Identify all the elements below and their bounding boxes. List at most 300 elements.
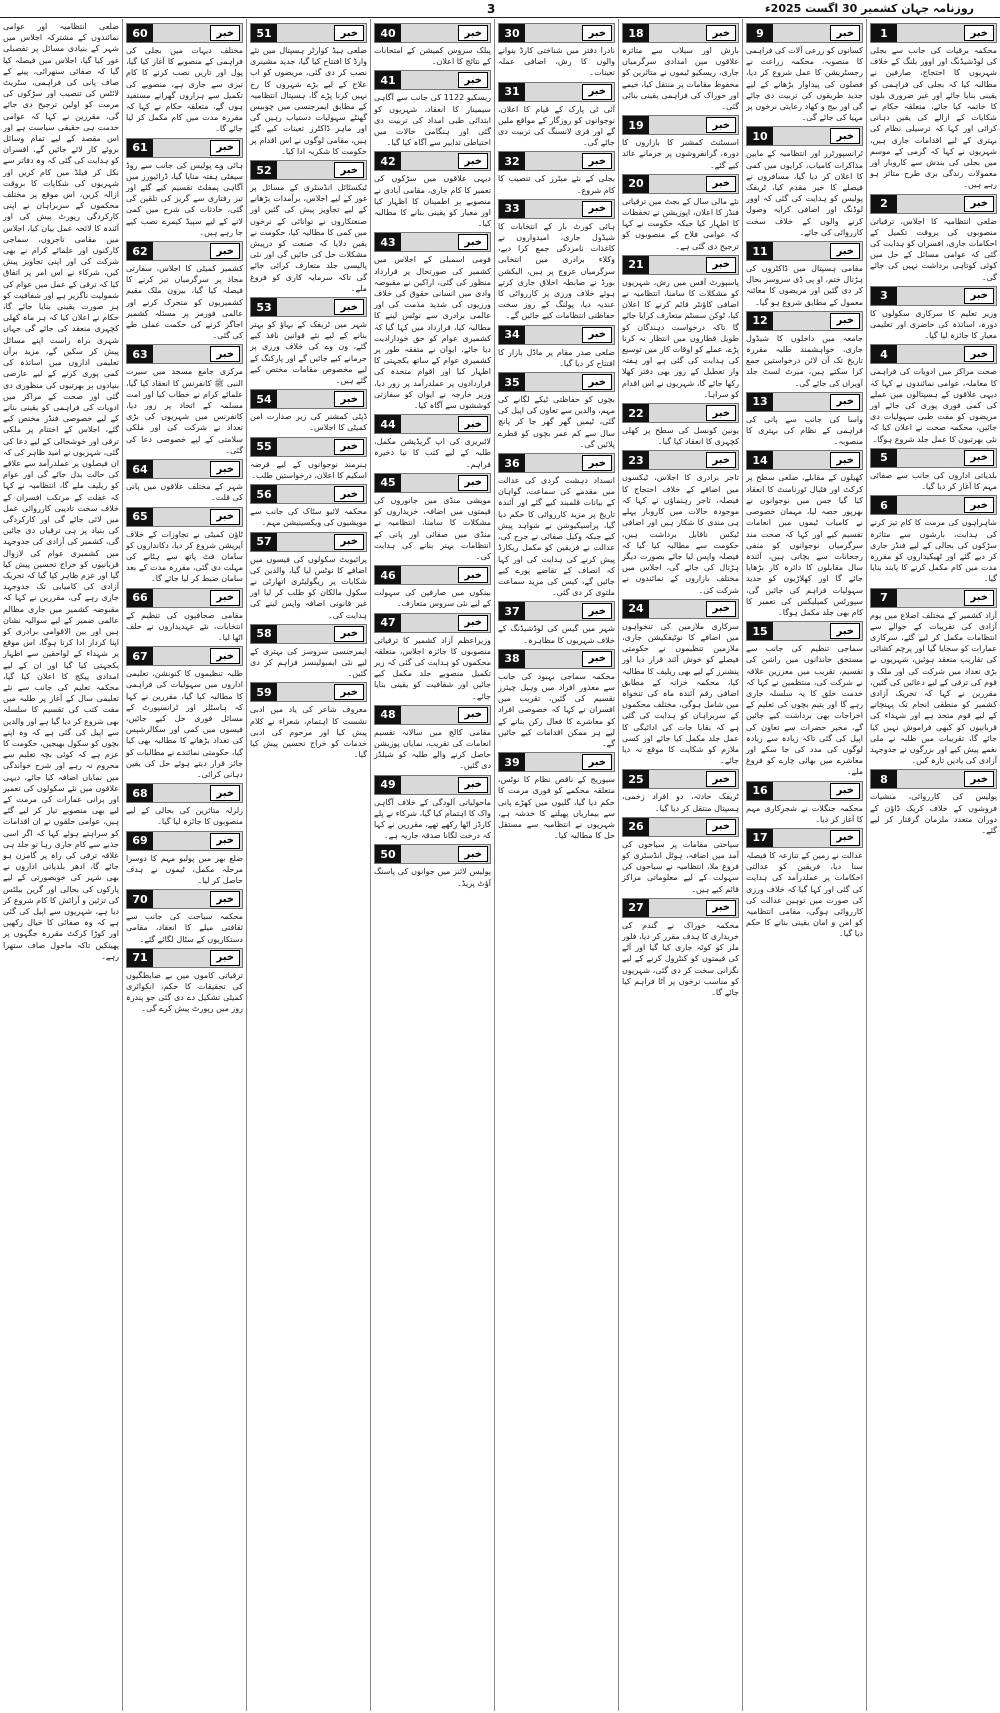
news-item-header [622, 23, 739, 43]
news-item-header [250, 437, 367, 457]
news-text: محکمہ سماجی بہبود کی جانب سے معذور افراد میں وہیل چیئرز تقسیم کی گئیں، تقریب میں افسران نے کہا کہ خصوصی افراد کو معاشرے کا فعال رکن بنانے کے لیے ہر ممکن اقدامات کیے جائیں گے۔ [498, 671, 615, 748]
news-item [374, 565, 491, 609]
news-label: خبر [706, 819, 736, 835]
news-number: 9 [747, 24, 773, 42]
news-item-header [374, 23, 491, 43]
news-item-header [374, 613, 491, 633]
news-number: 67 [127, 647, 153, 665]
news-text: قومی اسمبلی کے اجلاس میں کشمیر کی صورتحال پر قرارداد منظور کی گئی، اراکین نے مقبوضہ وادی میں انسانی حقوق کی خلاف ورزیوں کی شدید مذمت کی اور عالمی برادری سے نوٹس لینے کا مطالبہ کیا، قرارداد میں کہا گیا کہ کشمیری عوام کو حق خودارادیت دیا جائے، ایوان نے متفقہ طور پر کشمیری عوام کے ساتھ یکجہتی کا اظہار کیا اور اقوام متحدہ کی قراردادوں پر عملدرآمد پر زور دیا، وزیر خارجہ نے ایوان کو سفارتی کوششوں سے آگاہ کیا۔ [374, 255, 491, 411]
news-item [126, 138, 243, 238]
news-item-header [250, 23, 367, 43]
news-number: 49 [375, 776, 401, 794]
news-item [250, 389, 367, 433]
news-label: خبر [582, 754, 612, 770]
news-item [746, 23, 863, 123]
news-item [374, 775, 491, 842]
news-label: خبر [458, 846, 488, 862]
news-column [0, 19, 122, 1711]
news-number: 6 [871, 496, 897, 514]
news-number: 19 [623, 116, 649, 134]
news-text: مختلف دیہات میں بجلی کی فراہمی کے منصوبے کا آغاز کیا گیا، پول اور تاریں نصب کرنے کا کام تیزی سے جاری ہے، منصوبے کی تکمیل سے ہزاروں گھرانے مستفید ہوں گے، متعلقہ حکام نے کہا کہ مقررہ مدت میں کام مکمل کر لیا جائے گا۔ [126, 46, 243, 134]
news-item [3, 21, 119, 962]
news-text: طلبہ تنظیموں کا کنونشن، تعلیمی اداروں میں سہولیات کی فراہمی کا مطالبہ کیا گیا، مقررین نے کہا کہ ہاسٹلز اور ٹرانسپورٹ کے مسائل فوری حل کیے جائیں، فیسوں میں کمی اور سکالرشپس کی تعداد بڑھانے کا مطالبہ بھی کیا گیا، حکومتی نمائندے نے مطالبات کو جائز قرار دیتے ہوئے حل کی یقین دہانی کرائی۔ [126, 669, 243, 779]
news-item-header [622, 450, 739, 470]
news-item-header [622, 255, 739, 275]
news-item [126, 783, 243, 827]
news-item [374, 232, 491, 411]
news-item-header [498, 372, 615, 392]
news-item-header [870, 588, 997, 608]
news-label: خبر [334, 299, 364, 315]
news-item [374, 613, 491, 702]
news-label: خبر [458, 416, 488, 432]
news-item-header [746, 450, 863, 470]
news-number: 17 [747, 829, 773, 847]
news-label: خبر [334, 534, 364, 550]
news-label: خبر [210, 833, 240, 849]
news-text: مرکزی جامع مسجد میں سیرت النبی ﷺ کانفرنس کا انعقاد کیا گیا، علمائے کرام نے خطاب کیا اور امت مسلمہ کے اتحاد پر زور دیا، کانفرنس میں شہریوں کی بڑی تعداد نے شرکت کی اور ملکی سلامتی کے لیے خصوصی دعا کی گئی۔ [126, 367, 243, 455]
news-item-header [746, 126, 863, 146]
news-text: بچوں کو حفاظتی ٹیکے لگانے کی مہم، والدین سے تعاون کی اپیل کی گئی، ٹیمیں گھر گھر جا کر پانچ سال سے کم عمر بچوں کو قطرے پلائیں گی۔ [498, 395, 615, 449]
news-text: صحت مراکز میں ادویات کی فراہمی کا معاملہ، عوامی نمائندوں نے کہا کہ دیہی علاقوں کے ہسپتالوں میں عملے کی کمی فوری پوری کی جائے اور مریضوں کو مفت طبی سہولیات دی جائیں، محکمہ صحت نے اعلان کیا کہ نئی بھرتیوں کا عمل جلد شروع ہوگا۔ [870, 367, 997, 444]
page-number: 3 [487, 2, 496, 16]
news-number: 45 [375, 474, 401, 492]
news-item-header [374, 705, 491, 725]
news-number: 39 [499, 753, 525, 771]
news-item-header [498, 151, 615, 171]
news-item [746, 126, 863, 238]
news-number: 56 [251, 485, 277, 503]
news-label: خبر [334, 486, 364, 502]
news-item-header [126, 948, 243, 968]
news-item-header [746, 621, 863, 641]
news-item-header [126, 344, 243, 364]
news-item-header [126, 646, 243, 666]
news-number: 21 [623, 256, 649, 274]
news-number: 26 [623, 818, 649, 836]
news-label: خبر [334, 626, 364, 642]
news-label: خبر [582, 327, 612, 343]
news-item [250, 23, 367, 157]
news-number: 34 [499, 326, 525, 344]
news-number: 25 [623, 770, 649, 788]
news-label: خبر [210, 950, 240, 966]
news-text: شاہراہوں کی مرمت کا کام تیز کرنے کی ہدایت، بارشوں سے متاثرہ سڑکوں کی بحالی کے لیے فنڈز جاری کر دیے گئے اور ٹھیکیداروں کو مقررہ مدت میں کام مکمل کرنے کا پابند بنایا گیا۔ [870, 518, 997, 584]
news-label: خبر [706, 601, 736, 617]
news-item [746, 392, 863, 448]
news-item-header [870, 23, 997, 43]
news-number: 27 [623, 899, 649, 917]
news-number: 16 [747, 782, 773, 800]
news-item-header [746, 781, 863, 801]
news-label: خبر [830, 313, 860, 329]
news-text: مقامی ہسپتال میں ڈاکٹروں کی ہڑتال ختم، او پی ڈی سروسز بحال کر دی گئیں اور مریضوں کا معائنہ معمول کے مطابق شروع ہو گیا۔ [746, 264, 863, 307]
news-label: خبر [706, 771, 736, 787]
news-item-header [126, 459, 243, 479]
news-number: 53 [251, 298, 277, 316]
news-item [622, 898, 739, 998]
news-item [126, 889, 243, 945]
news-label: خبر [706, 405, 736, 421]
news-text: اسسٹنٹ کمشنر کا بازاروں کا دورہ، گرانفروشوں پر جرمانے عائد کیے گئے۔ [622, 138, 739, 170]
news-label: خبر [582, 84, 612, 100]
news-item [498, 199, 615, 322]
news-text: ضلعی ہیڈ کوارٹر ہسپتال میں نئے وارڈ کا افتتاح کیا گیا، جدید مشینری نصب کر دی گئی، مریضوں کو اب علاج کے لیے بڑے شہروں کا رخ نہیں کرنا پڑے گا، ہسپتال انتظامیہ کے مطابق ایمرجنسی میں چوبیس گھنٹے سہولیات دستیاب رہیں گی اور ماہر ڈاکٹرز تعینات کیے گئے ہیں، مقامی لوگوں نے اس اقدام پر حکومت کا شکریہ ادا کیا۔ [250, 46, 367, 156]
news-number: 43 [375, 233, 401, 251]
news-label: خبر [706, 117, 736, 133]
news-text: سماجی تنظیم کی جانب سے مستحق خاندانوں میں راشن کی تقسیم، تقریب میں معززین علاقہ نے شرکت کی، منتظمین نے کہا کہ خدمت خلق کا یہ سلسلہ جاری رہے گا اور یتیم بچوں کی تعلیم کے اخراجات بھی برداشت کیے جائیں گے، مخیر حضرات سے تعاون کی اپیل کی گئی تاکہ زیادہ سے زیادہ لوگوں کی مدد کی جا سکے اور معاشرے میں بھائی چارے کو فروغ ملے۔ [746, 644, 863, 777]
news-item [498, 601, 615, 645]
news-item-header [498, 649, 615, 669]
news-text: وزیر تعلیم کا سرکاری سکولوں کا دورہ، اساتذہ کی حاضری اور تعلیمی معیار کا جائزہ لیا گیا۔ [870, 308, 997, 341]
news-number: 10 [747, 127, 773, 145]
news-number: 59 [251, 683, 277, 701]
news-text: یونین کونسل کی سطح پر کھلی کچہری کا انعقاد کیا گیا۔ [622, 426, 739, 447]
news-item-header [126, 889, 243, 909]
news-item [498, 649, 615, 749]
news-item-header [250, 682, 367, 702]
news-item [622, 403, 739, 447]
news-text: بینکوں میں صارفین کی سہولت کے لیے نئی سروس متعارف۔ [374, 588, 491, 609]
news-label: خبر [964, 497, 994, 513]
news-item [498, 325, 615, 369]
news-item [126, 344, 243, 456]
news-text: بجلی کے نئے میٹرز کی تنصیب کا کام شروع۔ [498, 174, 615, 195]
news-item [374, 844, 491, 888]
news-item [250, 682, 367, 760]
news-number: 62 [127, 242, 153, 260]
news-item-header [746, 23, 863, 43]
news-text: وزیراعظم آزاد کشمیر کا ترقیاتی منصوبوں کا جائزہ اجلاس، متعلقہ محکموں کو ہدایت کی گئی کہ زیر تکمیل منصوبے جلد مکمل کیے جائیں اور شفافیت کو یقینی بنایا جائے۔ [374, 635, 491, 701]
news-item [250, 624, 367, 680]
news-number: 30 [499, 24, 525, 42]
news-label: خبر [210, 648, 240, 664]
news-label: خبر [830, 783, 860, 799]
news-item [870, 23, 997, 191]
news-item [870, 495, 997, 584]
news-label: خبر [458, 153, 488, 169]
news-label: خبر [458, 707, 488, 723]
news-item-header [622, 769, 739, 789]
news-item-header [498, 23, 615, 43]
news-item-header [126, 138, 243, 158]
news-text: ترقیاتی کاموں میں بے ضابطگیوں کی تحقیقات کا حکم، انکوائری کمیٹی تشکیل دے دی گئی جو پندرہ روز میں رپورٹ پیش کرے گی۔ [126, 970, 243, 1014]
news-item [870, 588, 997, 767]
news-item-header [622, 174, 739, 194]
news-label: خبر [964, 288, 994, 304]
news-item [498, 372, 615, 450]
news-number: 60 [127, 24, 153, 42]
news-number: 47 [375, 614, 401, 632]
news-item [126, 948, 243, 1015]
news-label: خبر [334, 25, 364, 41]
news-item [250, 532, 367, 621]
news-item [250, 437, 367, 481]
news-number: 48 [375, 706, 401, 724]
news-item [746, 311, 863, 389]
news-item [622, 450, 739, 595]
news-item-header [126, 241, 243, 261]
news-text: نادرا دفتر میں شناختی کارڈ بنوانے والوں کا رش، اضافی عملہ تعینات۔ [498, 46, 615, 78]
news-text: ضلعی صدر مقام پر ماڈل بازار کا افتتاح کر دیا گیا۔ [498, 347, 615, 368]
news-item [746, 781, 863, 825]
news-number: 24 [623, 600, 649, 618]
news-item-header [498, 453, 615, 473]
news-item [498, 151, 615, 195]
news-label: خبر [582, 153, 612, 169]
news-item [250, 160, 367, 294]
news-number: 15 [747, 622, 773, 640]
news-label: خبر [582, 374, 612, 390]
news-text: کشمیر کمیٹی کا اجلاس، سفارتی محاذ پر سرگرمیاں تیز کرنے کا فیصلہ کیا گیا، بیرون ملک مقیم کشمیریوں کو متحرک کرنے اور عالمی فورمز پر مسئلہ کشمیر اجاگر کرنے کی حکمت عملی طے کی گئی۔ [126, 264, 243, 341]
news-item-header [250, 532, 367, 552]
news-number: 71 [127, 949, 153, 967]
news-label: خبر [706, 452, 736, 468]
news-text: ڈپٹی کمشنر کی زیر صدارت امن کمیٹی کا اجلاس۔ [250, 412, 367, 433]
news-item-header [498, 82, 615, 102]
news-text: بلدیاتی اداروں کی جانب سے صفائی مہم کا آغاز کر دیا گیا۔ [870, 470, 997, 492]
news-item [250, 484, 367, 528]
news-label: خبر [334, 162, 364, 178]
news-item [622, 817, 739, 895]
news-label: خبر [964, 450, 994, 466]
news-item-header [870, 495, 997, 515]
news-number: 61 [127, 139, 153, 157]
news-label: خبر [582, 455, 612, 471]
news-label: خبر [582, 651, 612, 667]
news-item [374, 70, 491, 148]
issue-date: 30 اگست 2025ء [765, 2, 858, 15]
news-number: 58 [251, 625, 277, 643]
news-item [126, 646, 243, 780]
news-label: خبر [210, 509, 240, 525]
news-column [370, 19, 494, 1711]
news-text: کھیلوں کے مقابلے، ضلعی سطح پر کرکٹ اور فٹبال ٹورنامنٹ کا انعقاد کیا گیا جس میں نوجوانوں نے بھرپور حصہ لیا، مہمان خصوصی نے کامیاب ٹیموں میں انعامات تقسیم کیے اور کہا کہ صحت مند سرگرمیاں نوجوانوں کو منفی رجحانات سے بچاتی ہیں، آئندہ سال مقابلوں کا دائرہ کار بڑھایا جائے گا اور کھلاڑیوں کو جدید سہولیات فراہم کی جائیں گی، سپورٹس کمپلیکس کی تعمیر کا کام بھی جلد مکمل ہوگا۔ [746, 473, 863, 617]
news-label: خبر [210, 590, 240, 606]
news-number: 1 [871, 24, 897, 42]
news-label: خبر [706, 176, 736, 192]
news-text: ٹیکسٹائل انڈسٹری کے مسائل پر غور کے لیے اجلاس، برآمدات بڑھانے کے لیے تجاویز پیش کی گئیں اور صنعتکاروں نے توانائی کے نرخوں میں کمی کا مطالبہ کیا، حکومت نے یقین دلایا کہ صنعت کو درپیش مشکلات حل کی جائیں گی اور نئی پالیسی جلد متعارف کرائی جائے گی تاکہ سرمایہ کاری کو فروغ ملے۔ [250, 183, 367, 293]
news-text: محکمہ برقیات کی جانب سے بجلی کی لوڈشیڈنگ اور اوور بلنگ کے خلاف شہریوں کا احتجاج، صارفین نے مطالبہ کیا کہ بجلی کی فراہمی کو یقینی بنایا جائے اور غیر ضروری بلوں کا خاتمہ کیا جائے، متعلقہ حکام نے شکایات کے ازالے کی یقین دہانی کرائی اور کہا کہ ترسیلی نظام کی بہتری کے لیے اقدامات جاری ہیں، شہریوں نے کہا کہ گرمی کے موسم میں بجلی کی بندش سے کاروبار اور معمولات زندگی بری طرح متاثر ہو رہے ہیں۔ [870, 46, 997, 190]
news-number: 63 [127, 345, 153, 363]
news-text: آئی ٹی پارک کے قیام کا اعلان، نوجوانوں کو روزگار کے مواقع ملیں گے اور فری لانسنگ کی تربیت دی جائے گی۔ [498, 104, 615, 148]
news-number: 33 [499, 200, 525, 218]
news-label: خبر [830, 830, 860, 846]
news-number: 2 [871, 195, 897, 213]
news-text: نئے مالی سال کے بجٹ میں ترقیاتی فنڈز کا اعلان، اپوزیشن نے تحفظات کا اظہار کیا جبکہ حکومت نے کہا کہ عوامی فلاح کے منصوبوں کو ترجیح دی گئی ہے۔ [622, 196, 739, 251]
news-item-header [126, 588, 243, 608]
news-number: 57 [251, 533, 277, 551]
news-number: 50 [375, 845, 401, 863]
news-number: 69 [127, 832, 153, 850]
news-item [622, 23, 739, 112]
news-text: سیاحتی مقامات پر سیاحوں کی آمد میں اضافہ، ہوٹل انڈسٹری کو فروغ ملا، انتظامیہ نے سیاحوں کی سہولت کے لیے معلوماتی مراکز قائم کیے ہیں۔ [622, 839, 739, 894]
news-item [870, 769, 997, 836]
news-item [126, 459, 243, 503]
news-text: محکمہ خوراک نے گندم کی خریداری کا ہدف مقرر کر دیا، فلور ملز کو کوٹہ جاری کیا گیا اور آٹے کی قیمتوں کو کنٹرول کرنے کے لیے نگرانی سخت کر دی گئی، شہریوں کو مناسب نرخوں پر آٹا فراہم کیا جائے گا۔ [622, 920, 739, 997]
news-number: 35 [499, 373, 525, 391]
news-text: ٹریفک حادثہ، دو افراد زخمی، ہسپتال منتقل کر دیا گیا۔ [622, 792, 739, 813]
news-item-header [374, 414, 491, 434]
news-number: 65 [127, 508, 153, 526]
news-number: 64 [127, 460, 153, 478]
news-item-header [870, 769, 997, 789]
news-label: خبر [334, 439, 364, 455]
news-text: بارش اور سیلاب سے متاثرہ علاقوں میں امدادی سرگرمیاں جاری، ریسکیو ٹیموں نے متاثرین کو محفوظ مقامات پر منتقل کیا، خیمے اور خوراک کی فراہمی یقینی بنائی گئی۔ [622, 46, 739, 112]
news-label: خبر [458, 25, 488, 41]
news-label: خبر [830, 394, 860, 410]
news-text: محکمہ جنگلات نے شجرکاری مہم کا آغاز کر دیا۔ [746, 803, 863, 824]
news-item [250, 297, 367, 386]
news-label: خبر [830, 623, 860, 639]
news-text: ضلعی انتظامیہ اور عوامی نمائندوں کے مشترکہ اجلاس میں شہر کے بنیادی مسائل پر تفصیلی غور کیا گیا، اجلاس میں فیصلہ کیا گیا کہ صفائی ستھرائی، پینے کے صاف پانی کی فراہمی، سٹریٹ لائٹس کی تنصیب اور سڑکوں کی مرمت کو اولین ترجیح دی جائے گی، مقررین نے کہا کہ عوامی خدمت ہی حقیقی سیاست ہے اور اس مقصد کے لیے تمام وسائل بروئے کار لائے جائیں گے، افسران کو ہدایت کی گئی کہ وہ دفاتر سے نکل کر فیلڈ میں کام کریں اور شہریوں کی شکایات کا بروقت ازالہ کریں، اس موقع پر مختلف محکموں کے سربراہان نے اپنی کارکردگی رپورٹ پیش کی اور آئندہ کا لائحہ عمل بیان کیا، اجلاس میں مقامی تاجروں، سماجی کارکنوں اور علمائے کرام نے بھی شرکت کی اور اپنی تجاویز پیش کیں، شرکاء نے اس امر پر اتفاق کیا کہ ترقی کے عمل میں عوام کی شمولیت ناگزیر ہے اور شفافیت کو ہر صورت یقینی بنایا جائے گا، حکام نے اعلان کیا کہ ہر ماہ کھلی کچہری منعقد کی جائے گی جہاں شہری براہ راست اپنے مسائل پیش کر سکیں گے، مزید برآں تعلیمی اداروں میں اساتذہ کی کمی پوری کرنے کے لیے عارضی بنیادوں پر بھرتیوں کی منظوری دی گئی اور صحت کے مراکز میں ادویات کی فراہمی کو یقینی بنانے کے لیے خصوصی فنڈز مختص کیے گئے، اجلاس کے اختتام پر ملکی ترقی اور خوشحالی کے لیے دعا کی گئی، شہریوں نے امید ظاہر کی کہ ان فیصلوں پر عملدرآمد سے علاقے کی حالت بدل جائے گی اور عوام کو ریلیف ملے گا، انتظامیہ نے کہا کہ غفلت کے مرتکب افسران کے خلاف سخت تادیبی کارروائی عمل میں لائی جائے گی اور کارکردگی کی بنیاد پر ہی ترقیاں دی جائیں گی، کشمیر کی آزادی کی جدوجہد میں کشمیری عوام کی لازوال قربانیوں کو خراج تحسین پیش کیا گیا اور عزم ظاہر کیا گیا کہ تحریک آزادی کی کامیابی تک جدوجہد جاری رہے گی، مقررین نے کہا کہ مقبوضہ کشمیر میں جاری مظالم عالمی ضمیر کے لیے سوالیہ نشان ہیں اور بین الاقوامی برادری کو اپنا کردار ادا کرنا ہوگا، اس موقع پر شہداء کے لواحقین سے اظہار یکجہتی کیا گیا اور ان کے لیے امدادی پیکج کا اعلان کیا گیا، محکمہ تعلیم کی جانب سے نئے تعلیمی سال کے آغاز پر طلبہ میں مفت کتب کی تقسیم کا سلسلہ بھی شروع کر دیا گیا ہے اور والدین سے اپیل کی گئی ہے کہ وہ اپنے بچوں کو سکول بھیجیں، حکومت کا عزم ہے کہ کوئی بچہ تعلیم سے محروم نہ رہے اور شرح خواندگی میں نمایاں اضافہ کیا جائے، دیہی علاقوں میں نئے سکولوں کی تعمیر اور پرانی عمارات کی مرمت کے لیے بھی منصوبے تیار کر لیے گئے ہیں، عوامی حلقوں نے ان اقدامات کو سراہتے ہوئے کہا کہ اگر اسی جذبے سے کام جاری رہا تو جلد ہی علاقہ ترقی کی راہ پر گامزن ہو جائے گا، ادھر بلدیاتی اداروں نے بھی شہر کی خوبصورتی کے لیے پارکوں کی بحالی اور گرین بیلٹس کی تزئین و آرائش کا کام شروع کر دیا ہے، شہریوں سے اپیل کی گئی ہے کہ وہ صفائی کا خیال رکھیں اور کوڑا کرکٹ مقررہ جگہوں پر پھینکیں تاکہ ماحول صاف ستھرا رہے۔ [3, 22, 119, 961]
news-number: 44 [375, 415, 401, 433]
news-item [126, 241, 243, 341]
news-number: 54 [251, 390, 277, 408]
news-item-header [126, 23, 243, 43]
news-text: سیوریج کے ناقص نظام کا نوٹس، متعلقہ محکمے کو فوری مرمت کا حکم دیا گیا، گلیوں میں کھڑے پانی سے بیماریاں پھیلنے کا خدشہ ہے، شہریوں نے انتظامیہ سے مستقل حل کا مطالبہ کیا۔ [498, 775, 615, 841]
news-number: 11 [747, 242, 773, 260]
news-text: ٹاؤن کمیٹی نے تجاوزات کے خلاف آپریشن شروع کر دیا، دکانداروں کو سامان فٹ پاتھ سے ہٹانے کی مہلت دی گئی، مقررہ مدت کے بعد سامان ضبط کر لیا جائے گا۔ [126, 529, 243, 584]
news-item-header [250, 624, 367, 644]
news-item [374, 23, 491, 67]
news-text: ضلعی انتظامیہ کا اجلاس، ترقیاتی منصوبوں کی بروقت تکمیل کے احکامات جاری، افسران کو ہدایت کی گئی کہ عوامی مسائل کے حل میں کوئی کوتاہی برداشت نہیں کی جائے گی۔ [870, 216, 997, 282]
news-number: 37 [499, 602, 525, 620]
news-column [618, 19, 742, 1711]
news-number: 12 [747, 312, 773, 330]
news-item-header [870, 286, 997, 306]
news-item [746, 450, 863, 618]
news-label: خبر [582, 201, 612, 217]
news-text: ماحولیاتی آلودگی کے خلاف آگاہی واک کا اہتمام کیا گیا، شرکاء نے پلے کارڈز اٹھا رکھے تھے، مقررین نے کہا کہ درخت لگانا صدقہ جاریہ ہے۔ [374, 797, 491, 841]
news-label: خبر [210, 243, 240, 259]
news-number: 51 [251, 24, 277, 42]
news-item [870, 448, 997, 492]
news-item [498, 82, 615, 149]
news-label: خبر [964, 346, 994, 362]
news-item [622, 599, 739, 767]
news-label: خبر [458, 777, 488, 793]
news-item-header [374, 151, 491, 171]
news-text: ٹرانسپورٹرز اور انتظامیہ کے مابین مذاکرات کامیاب، کرایوں میں کمی کا اعلان کر دیا گیا، مسافروں نے فیصلے کا خیر مقدم کیا، ٹریفک پولیس کو ہدایت کی گئی کہ اوور لوڈنگ اور اضافی کرایہ وصول کرنے والوں کے خلاف سخت کارروائی کی جائے۔ [746, 149, 863, 237]
news-number: 23 [623, 451, 649, 469]
news-label: خبر [706, 257, 736, 273]
news-number: 55 [251, 438, 277, 456]
news-text: کسانوں کو زرعی آلات کی فراہمی کا منصوبہ، محکمہ زراعت نے رجسٹریشن کا عمل شروع کر دیا، فصلوں کی پیداوار بڑھانے کے لیے جدید طریقوں کی تربیت دی جائے گی اور بیج و کھاد رعایتی نرخوں پر مہیا کی جائے گی۔ [746, 46, 863, 123]
news-item-header [622, 599, 739, 619]
news-column [742, 19, 866, 1711]
news-label: خبر [458, 615, 488, 631]
news-item-header [250, 484, 367, 504]
news-label: خبر [830, 243, 860, 259]
news-item-header [374, 565, 491, 585]
news-number: 38 [499, 650, 525, 668]
news-label: خبر [210, 891, 240, 907]
news-text: شہر کے مختلف علاقوں میں پانی کی قلت۔ [126, 482, 243, 503]
news-label: خبر [210, 25, 240, 41]
news-label: خبر [458, 234, 488, 250]
news-item-header [250, 297, 367, 317]
news-item-header [746, 392, 863, 412]
news-text: زلزلہ متاثرین کی بحالی کے لیے منصوبوں کا جائزہ لیا گیا۔ [126, 806, 243, 827]
news-text: معروف شاعر کی یاد میں ادبی نشست کا اہتمام، شعراء نے کلام پیش کیا اور مرحوم کی ادبی خدمات کو خراج تحسین پیش کیا گیا۔ [250, 705, 367, 760]
news-number: 13 [747, 393, 773, 411]
news-item [870, 194, 997, 283]
news-number: 68 [127, 784, 153, 802]
news-item-header [250, 389, 367, 409]
masthead [0, 0, 1000, 18]
news-item-header [746, 828, 863, 848]
news-text: ایمرجنسی سروسز کی بہتری کے لیے نئی ایمبولینسز فراہم کر دی گئیں۔ [250, 646, 367, 679]
news-item [746, 621, 863, 777]
news-item-header [374, 473, 491, 493]
news-text: ضلع بھر میں پولیو مہم کا دوسرا مرحلہ مکمل، ٹیموں نے ہدف حاصل کر لیا۔ [126, 853, 243, 885]
news-text: ہائی وے پولیس کی جانب سے روڈ سیفٹی ہفتہ منایا گیا، ڈرائیورز میں آگاہی پمفلٹ تقسیم کیے گئے اور تیز رفتاری سے گریز کی تلقین کی گئی، حادثات کی شرح میں کمی لانے کے لیے سپیڈ کیمرے نصب کیے جا رہے ہیں۔ [126, 160, 243, 237]
news-label: خبر [964, 196, 994, 212]
news-item [746, 828, 863, 940]
news-text: لائبریری کی اپ گریڈیشن مکمل، طلبہ کے لیے کتب کا نیا ذخیرہ فراہم۔ [374, 437, 491, 469]
news-label: خبر [334, 391, 364, 407]
news-number: 18 [623, 24, 649, 42]
news-column [122, 19, 246, 1711]
news-text: پولیس کی کارروائی، منشیات فروشوں کے خلاف کریک ڈاؤن کے دوران متعدد ملزمان گرفتار کر لیے گئے۔ [870, 792, 997, 835]
news-item [374, 151, 491, 229]
news-item [126, 588, 243, 644]
news-item-header [870, 194, 997, 214]
news-item [374, 473, 491, 562]
news-text: ہنرمند نوجوانوں کے لیے قرضہ اسکیم کا اعلان، درخواستیں طلب۔ [250, 459, 367, 480]
news-label: خبر [582, 603, 612, 619]
paper-name: روزنامہ جہان کشمیر [861, 2, 974, 15]
news-column [494, 19, 618, 1711]
news-label: خبر [706, 25, 736, 41]
news-item-header [622, 898, 739, 918]
news-number: 31 [499, 83, 525, 101]
news-text: شہر میں گیس کی لوڈشیڈنگ کے خلاف شہریوں کا مظاہرہ۔ [498, 624, 615, 645]
news-number: 40 [375, 24, 401, 42]
news-label: خبر [210, 140, 240, 156]
news-label: خبر [210, 461, 240, 477]
news-number: 41 [375, 71, 401, 89]
news-number: 8 [871, 770, 897, 788]
news-item [870, 286, 997, 342]
news-item [622, 769, 739, 813]
news-item-header [374, 232, 491, 252]
news-label: خبر [210, 346, 240, 362]
news-item-header [498, 199, 615, 219]
news-label: خبر [964, 771, 994, 787]
news-item-header [126, 783, 243, 803]
news-item-header [622, 115, 739, 135]
news-text: انسداد دہشت گردی کی عدالت میں مقدمے کی سماعت، گواہان کے بیانات قلمبند کیے گئے اور آئندہ تاریخ پر مزید کارروائی کا حکم دیا گیا، پراسیکیوشن نے شواہد پیش کیے جبکہ وکیل صفائی نے جرح کی، عدالت نے فریقین کو مکمل ریکارڈ پیش کرنے کی ہدایت کی اور کہا کہ انصاف کے تقاضے پورے کیے جائیں گے، کیس کی مزید سماعت ملتوی کر دی گئی۔ [498, 476, 615, 598]
news-column [246, 19, 370, 1711]
news-number: 22 [623, 404, 649, 422]
news-text: پبلک سروس کمیشن کے امتحانات کے نتائج کا اعلان۔ [374, 46, 491, 67]
news-text: پولیس لائنز میں جوانوں کی پاسنگ آؤٹ پریڈ۔ [374, 867, 491, 888]
news-item [622, 115, 739, 171]
news-label: خبر [830, 25, 860, 41]
news-number: 3 [871, 287, 897, 305]
news-text: واسا کی جانب سے پانی کی فراہمی کے نظام کی بہتری کا منصوبہ۔ [746, 414, 863, 447]
news-item [622, 255, 739, 400]
news-text: شہر میں ٹریفک کے بہاؤ کو بہتر بنانے کے لیے نئے قوانین نافذ کیے گئے، ون وے کی خلاف ورزی پر جرمانے کیے جائیں گے اور پارکنگ کے لیے مخصوص مقامات مختص کیے گئے ہیں۔ [250, 320, 367, 386]
news-number: 5 [871, 449, 897, 467]
news-column [866, 19, 1000, 1711]
news-text: جامعہ میں داخلوں کا شیڈول جاری، خواہشمند طلبہ مقررہ تاریخ تک آن لائن درخواستیں جمع کرا سکتے ہیں، میرٹ لسٹ جلد آویزاں کی جائے گی۔ [746, 333, 863, 388]
news-item [498, 752, 615, 841]
news-item-header [250, 160, 367, 180]
news-item-header [870, 448, 997, 468]
